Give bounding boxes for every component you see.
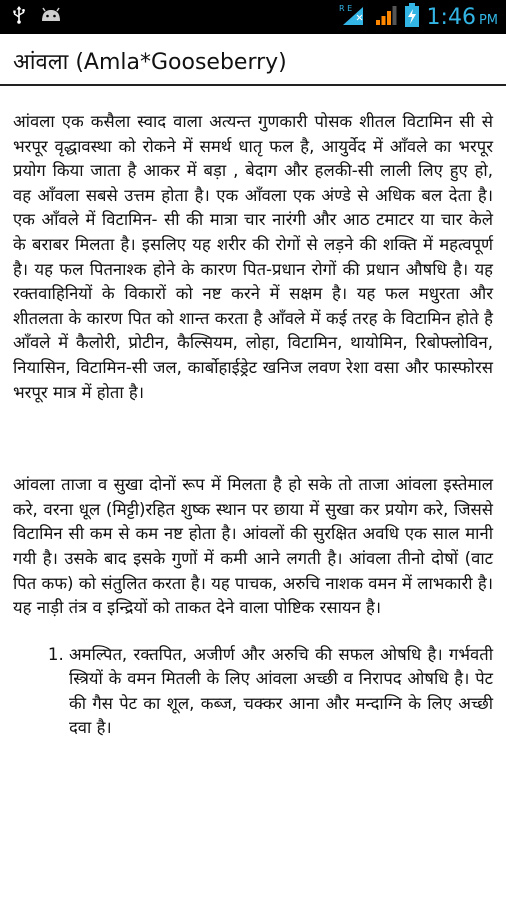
wifi-icon bbox=[339, 3, 367, 31]
list-item: 1. अमल्पित, रक्तपित, अजीर्ण और अरुचि की सफल ओषधि है। गर्भवती स्त्रियों के वमन मितली के लिए आंवला अच्छी व निरापद ओषधि है। पेट की गैस पेट का शूल, कब्ज, चक्कर आना और मन्दाग्नि के लिए अच्छी दवा है। bbox=[69, 643, 493, 741]
remedy-list bbox=[13, 643, 493, 741]
android-icon bbox=[40, 7, 62, 27]
clock bbox=[427, 5, 498, 30]
page-title: आंवला (Amla*Gooseberry) bbox=[13, 50, 287, 75]
article-paragraph-2: आंवला ताजा व सुखा दोनों रूप में मिलता है हो सके तो ताजा आंवला इस्तेमाल करे, वरना धूल (मिट्टी)रहित शुष्क स्थान पर छाया में सुखा कर प्रयोग करे, जिससे विटामिन सी कम से कम नष्ट होता है। आंवलों की सुरक्षित अवधि एक साल मानी गयी है। उसके बाद इसके गुणों में कमी आने लगती है। आंवला तीनो दोषों (वाट पित कफ) को संतुलित करता है। यह पाचक, अरुचि नाशक वमन में लाभकारी है। यह नाड़ी तंत्र व इन्द्रियों को ताकत देने वाला पोष्टिक रसायन है। bbox=[13, 475, 493, 618]
status-bar bbox=[0, 0, 506, 34]
battery-charging-icon bbox=[405, 3, 419, 31]
title-divider bbox=[0, 84, 506, 86]
signal-icon bbox=[375, 4, 397, 30]
article-paragraph-1: आंवला एक कसैला स्वाद वाला अत्यन्त गुणकारी पोसक शीतल विटामिन सी से भरपूर वृद्धावस्था को रोकने में समर्थ धातृ फल है, आयुर्वेद में आँवले का भरपूर प्रयोग किया जाता है आकर में बड़ा , बेदाग और हलकी-सी लाली लिए हुए हो, वह आँवला सबसे उत्तम होता है। एक आँवला एक अंण्डे से अधिक बल देता है। एक आँवले में विटामिन- सी की मात्रा चार नारंगी और आठ टमाटर या चार केले के बराबर मिलता है। इसलिए यह शरीर की रोगों से लड़ने की शक्ति में महत्वपूर्ण है। यह फल पितनाश्क होने के कारण पित-प्रधान रोगों की प्रधान औषधि है। यह रक्तवाहिनियों के विकारों को नष्ट करने में सक्षम है। यह फल मधुरता और शीतलता के कारण पित को शान्त करता है आँवले में कई तरह के विटामिन होते है आँवले में कैलोरी, प्रोटीन, कैल्सियम, लोहा, विटामिन, थायोमिन, रिबोफ्लोविन, नियासिन, विटामिन-सी जल, कार्बोहाईड्रेट खनिज लवण रेशा वसा और फास्फोरस भरपूर मात्र में होता है। bbox=[13, 112, 493, 402]
article bbox=[0, 48, 506, 741]
status-bar-right bbox=[339, 3, 498, 31]
status-bar-left bbox=[12, 6, 62, 28]
clock-ampm: PM bbox=[478, 12, 498, 28]
network-label: R E bbox=[338, 4, 352, 13]
usb-icon bbox=[12, 6, 26, 28]
clock-time: 1:46 bbox=[426, 4, 476, 30]
